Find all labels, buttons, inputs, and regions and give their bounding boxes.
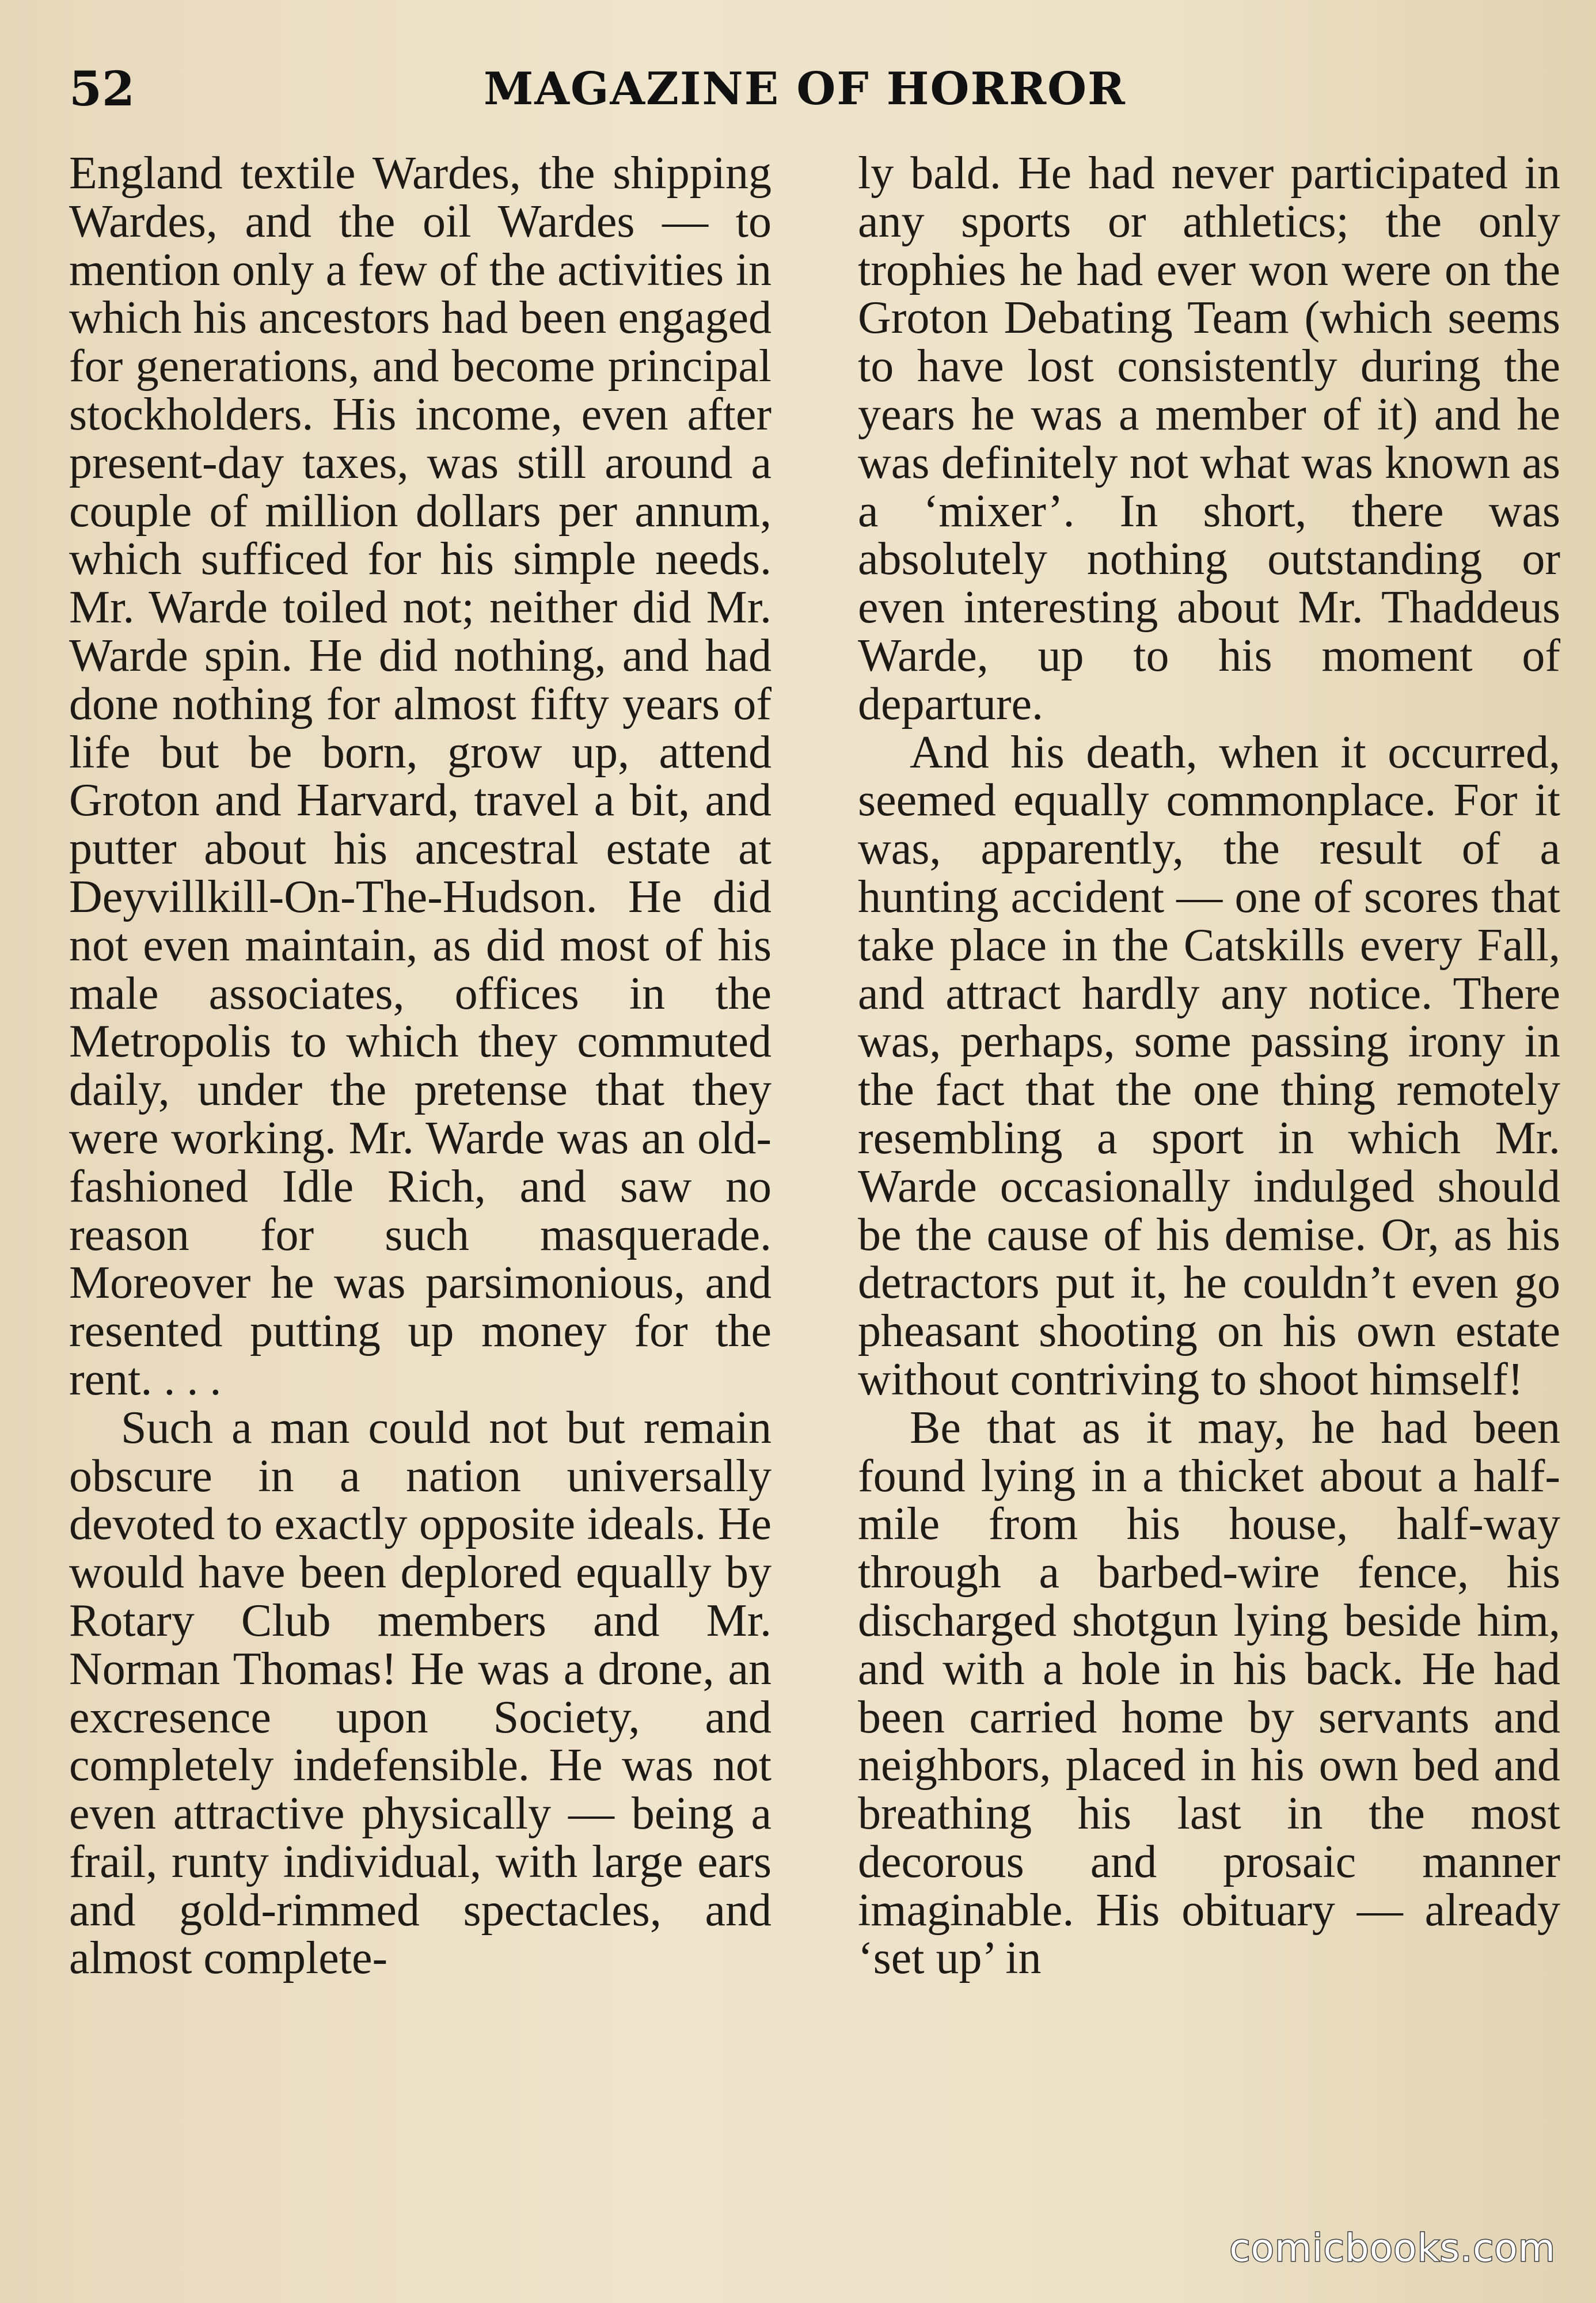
right-paragraph-2: And his death, when it occurred, seemed equally commonplace. For it was, apparently, the result of a hunting accident — one of scores that take place in the Catskills every Fall, and attract hardly any notice. There was, perhaps, some passing irony in the fact that the one thing remotely resembling a sport in which Mr. Warde occasionally indulged should be the cause of his demise. Or, as his detractors put it, he couldn’t even go pheasant shooting on his own estate without contriving to shoot himself! (858, 727, 1560, 1405)
site-watermark: comicbooks.com (1229, 2226, 1556, 2270)
page-number: 52 (69, 62, 135, 117)
right-column (858, 150, 1560, 1983)
magazine-title: MAGAZINE OF HORROR (484, 63, 1126, 115)
right-paragraph-3: Be that as it may, he had been found lying in a thicket about a half-mile from his house, half-way through a barbed-wire fence, his discharged shotgun lying beside him, and with a hole in his back. He had been carried home by servants and neighbors, placed in his own bed and breathing his last in the most decorous and prosaic manner imaginable. His obituary — already ‘set up’ in (858, 1402, 1560, 1984)
page-header (69, 55, 1543, 124)
left-column (69, 150, 772, 1983)
right-paragraph-1: ly bald. He had never participated in any sports or athletics; the only trophies he had ever won were on the Groton Debating Team (which seems to have lost consistently during the years he was a member of it) and he was definitely not what was known as a ‘mixer’. In short, there was absolutely nothing outstanding or even interesting about Mr. Thaddeus Warde, up to his moment of departure. (858, 148, 1560, 729)
left-paragraph-1: England textile Wardes, the shipping Wardes, and the oil Wardes — to mention only a few of the activities in which his ancestors had been engaged for generations, and become principal stockholders. His income, even after present-day taxes, was still around a couple of million dollars per annum, which sufficed for his simple needs. Mr. Warde toiled not; neither did Mr. Warde spin. He did nothing, and had done nothing for almost fifty years of life but be born, grow up, attend Groton and Harvard, travel a bit, and putter about his ancestral estate at Deyvillkill-On-The-Hudson. He did not even maintain, as did most of his male associates, offices in the Metropolis to which they commuted daily, under the pretense that they were working. Mr. Warde was an old-fashioned Idle Rich, and saw no reason for such masquerade. Moreover he was parsimonious, and resented putting up money for the rent. . . . (69, 148, 772, 1405)
left-paragraph-2: Such a man could not but remain obscure in a nation universally devoted to exactly opposite ideals. He would have been deplored equally by Rotary Club members and Mr. Norman Thomas! He was a drone, an excresence upon Society, and completely indefensible. He was not even attractive physically — being a frail, runty individual, with large ears and gold-rimmed spectacles, and almost complete- (69, 1402, 772, 1984)
